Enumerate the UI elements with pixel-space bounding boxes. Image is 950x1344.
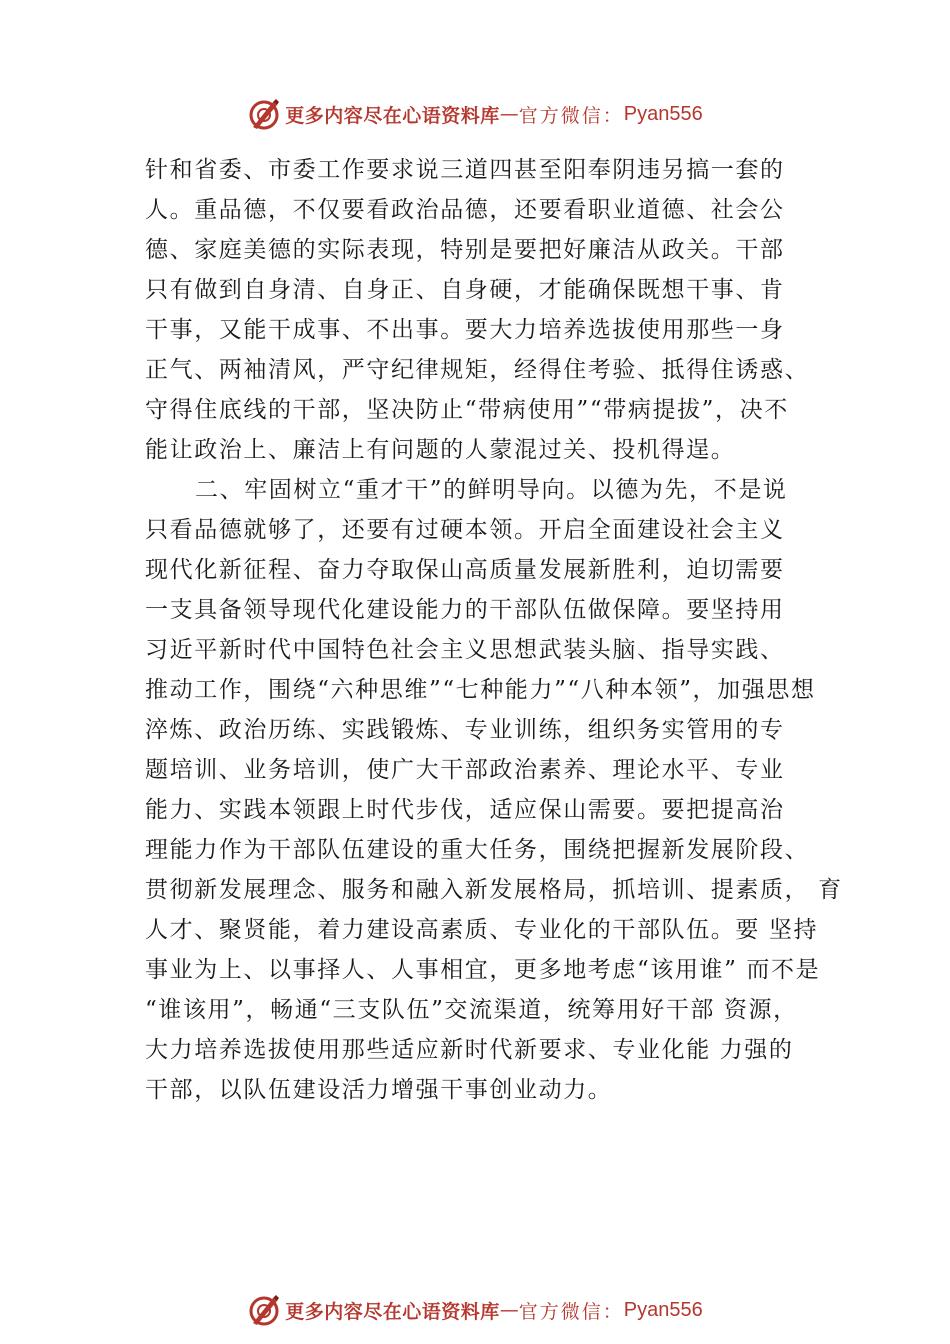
body-line: 干事，又能干成事、不出事。要大力培养选拔使用那些一身 <box>145 317 785 343</box>
body-line: 德、家庭美德的实际表现，特别是要把好廉洁从政关。干部 <box>145 237 785 263</box>
banner-separator: — <box>499 1299 519 1321</box>
pen-circle-logo-icon <box>247 97 281 131</box>
body-line: 只有做到自身清、自身正、自身硬，才能确保既想干事、肯 <box>145 277 785 303</box>
banner-main-text: 更多内容尽在心语资料库 <box>285 1300 500 1323</box>
section-heading-line: 二、牢固树立“重才干”的鲜明导向。以德为先，不是说 <box>195 477 788 503</box>
body-line: 贯彻新发展理念、服务和融入新发展格局，抓培训、提素质， 育 <box>145 877 843 903</box>
body-line: “谁该用”，畅通“三支队伍”交流渠道，统筹用好干部 资源， <box>145 997 798 1023</box>
body-line: 大力培养选拔使用那些适应新时代新要求、专业化能 力强的 <box>145 1037 794 1063</box>
body-line: 现代化新征程、奋力夺取保山高质量发展新胜利，迫切需要 <box>145 557 785 583</box>
banner-handle: Pyan556 <box>623 1298 703 1321</box>
body-line: 事业为上、以事择人、人事相宜，更多地考虑“该用谁” 而不是 <box>145 957 821 983</box>
banner-label: 官方微信： <box>518 104 624 127</box>
body-line: 题培训、业务培训，使广大干部政治素养、理论水平、专业 <box>145 757 785 783</box>
banner-main-text: 更多内容尽在心语资料库 <box>285 104 500 127</box>
banner-separator: — <box>499 103 519 125</box>
body-line: 正气、两袖清风，严守纪律规矩，经得住考验、抵得住诱惑、 <box>145 357 810 383</box>
pen-circle-logo-icon <box>247 1293 281 1327</box>
body-line: 淬炼、政治历练、实践锻炼、专业训练，组织务实管用的专 <box>145 717 785 743</box>
body-line: 能力、实践本领跟上时代步伐，适应保山需要。要把提高治 <box>145 797 785 823</box>
body-line: 人才、聚贤能，着力建设高素质、专业化的干部队伍。要 坚持 <box>145 917 819 943</box>
banner-handle: Pyan556 <box>623 102 703 125</box>
body-line: 针和省委、市委工作要求说三道四甚至阳奉阴违另搞一套的 <box>145 157 785 183</box>
body-line: 习近平新时代中国特色社会主义思想武装头脑、指导实践、 <box>145 637 785 663</box>
body-line: 守得住底线的干部，坚决防止“带病使用”“带病提拔”，决不 <box>145 397 789 423</box>
body-line: 人。重品德，不仅要看政治品德，还要看职业道德、社会公 <box>145 197 785 223</box>
banner-label: 官方微信： <box>518 1300 624 1323</box>
body-line: 能让政治上、廉洁上有问题的人蒙混过关、投机得逞。 <box>145 437 736 463</box>
header-banner <box>0 94 950 134</box>
body-line: 只看品德就够了，还要有过硬本领。开启全面建设社会主义 <box>145 517 785 543</box>
body-line: 一支具备领导现代化建设能力的干部队伍做保障。要坚持用 <box>145 597 785 623</box>
body-line: 推动工作，围绕“六种思维”“七种能力”“八种本领”，加强思想 <box>145 677 816 703</box>
body-line: 干部，以队伍建设活力增强干事创业动力。 <box>145 1077 613 1103</box>
footer-banner <box>0 1290 950 1330</box>
body-line: 理能力作为干部队伍建设的重大任务，围绕把握新发展阶段、 <box>145 837 810 863</box>
document-body <box>145 150 843 1110</box>
